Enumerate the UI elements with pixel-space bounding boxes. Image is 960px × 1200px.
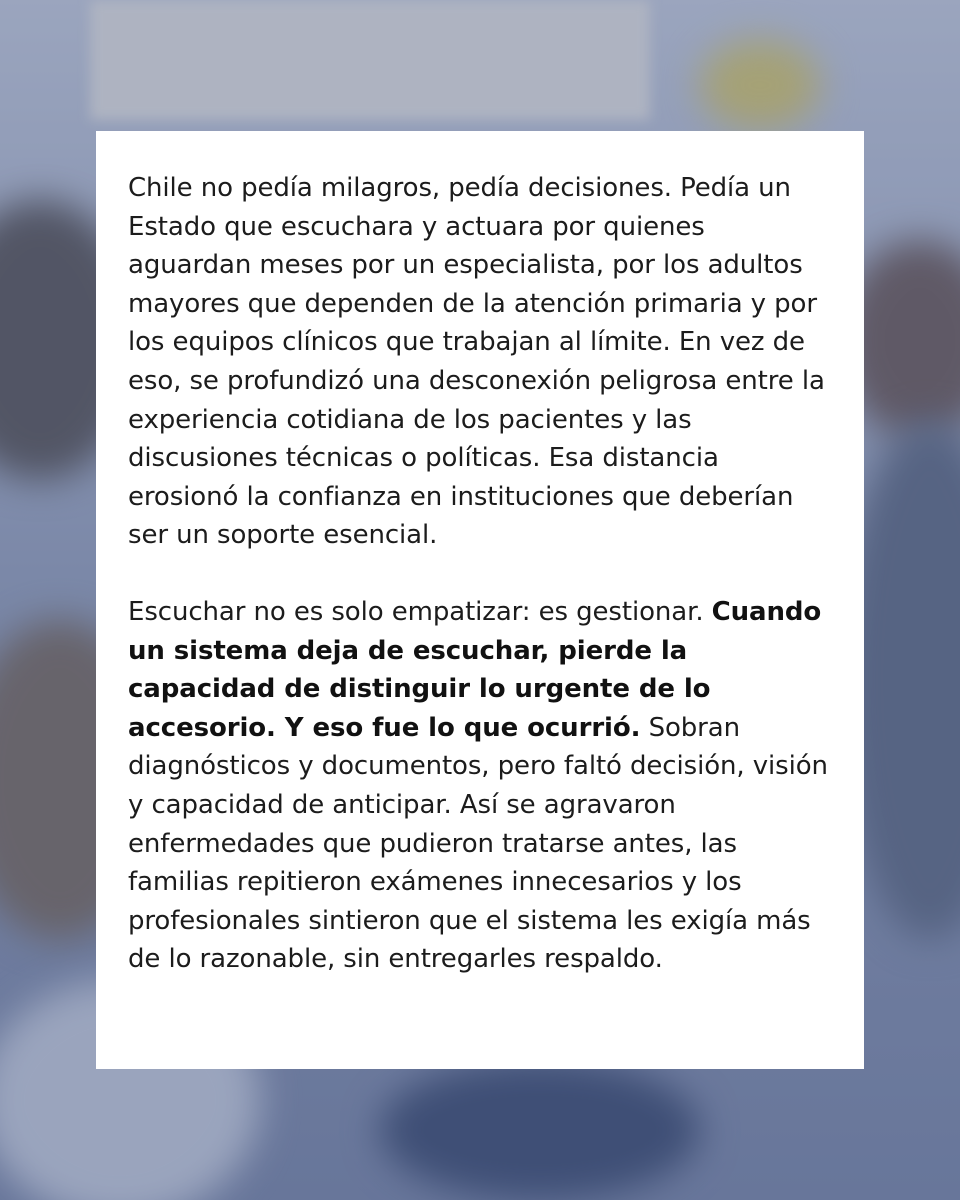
paragraph-2	[128, 593, 830, 979]
paragraph-2-rest: Sobran diagnósticos y documentos, pero faltó decisión, visión y capacidad de anticipar. Así se agravaron enfermedades que pudieron tratarse antes, las familias repitieron exámenes innecesarios y los profesionales sintieron que el sistema les exigía más de lo razonable, sin entregarles respaldo.	[128, 712, 828, 975]
article-card	[96, 131, 864, 1069]
paragraph-2-emphasis: Cuando un sistema deja de escuchar, pierde la capacidad de distinguir lo urgente de lo accesorio. Y eso fue lo que ocurrió.	[128, 596, 822, 743]
paragraph-2-intro: Escuchar no es solo empatizar: es gestionar.	[128, 596, 704, 627]
paragraph-1: Chile no pedía milagros, pedía decisiones. Pedía un Estado que escuchara y actuara por quienes aguardan meses por un especialista, por los adultos mayores que dependen de la atención primaria y por los equipos clínicos que trabajan al límite. En vez de eso, se profundizó una desconexión peligrosa entre la experiencia cotidiana de los pacientes y las discusiones técnicas o políticas. Esa distancia erosionó la confianza en instituciones que deberían ser un soporte esencial.	[128, 173, 825, 551]
